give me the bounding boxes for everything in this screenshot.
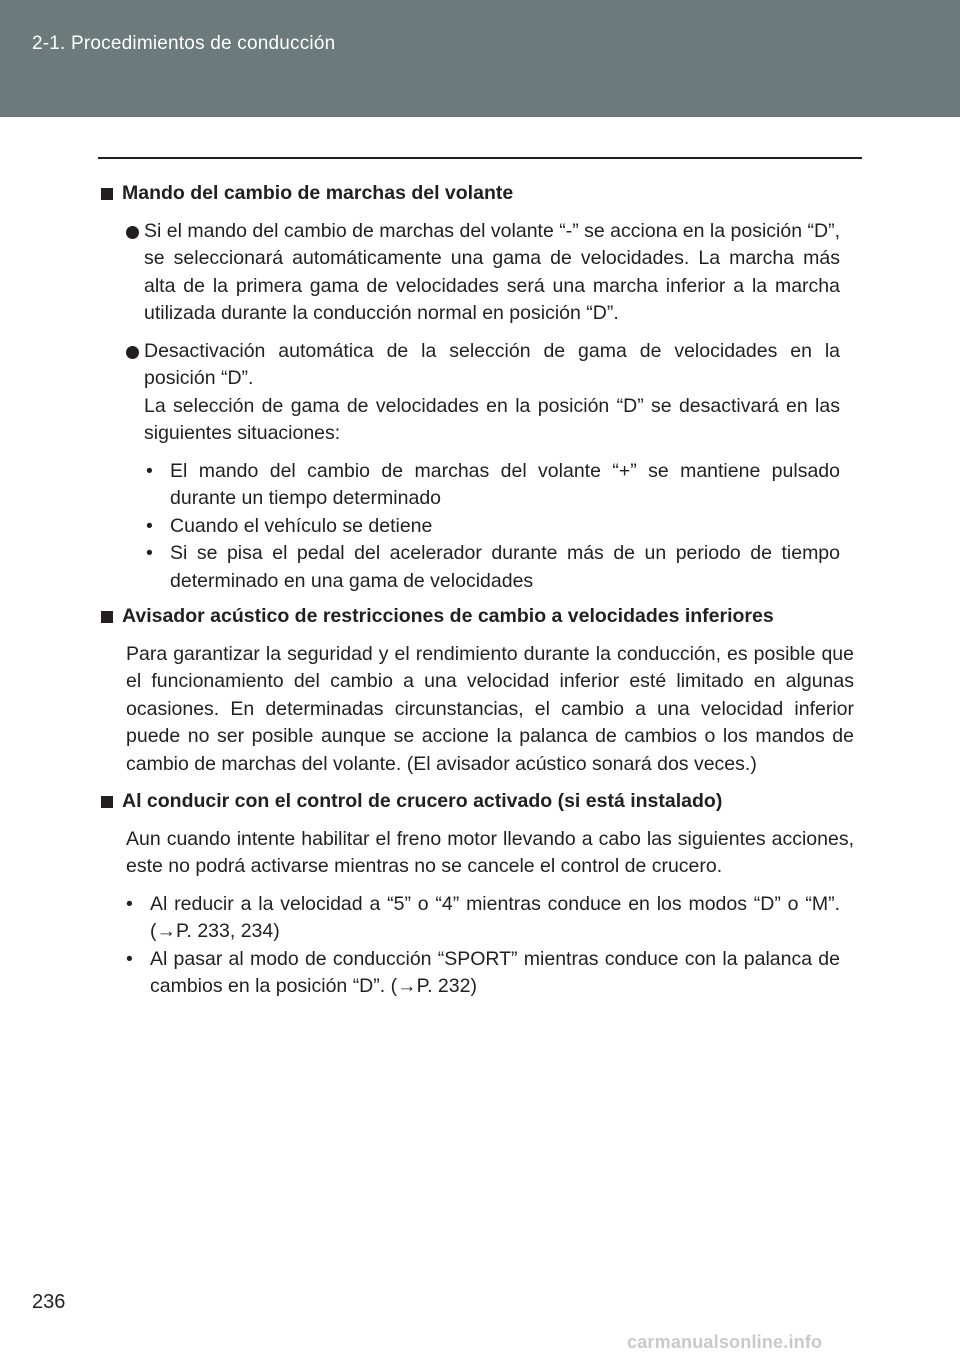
circle-bullet-icon xyxy=(126,346,139,359)
sub-list-item xyxy=(144,540,840,595)
section-paragraph xyxy=(126,641,854,779)
section-heading xyxy=(98,180,858,208)
sub-item-text: Al reducir a la velocidad a “5” o “4” mientras conduce en los modos “D” o “M”. (→P. 233, 234) xyxy=(150,892,840,942)
square-bullet-icon xyxy=(101,611,113,623)
section-heading xyxy=(98,603,858,631)
square-bullet-icon xyxy=(101,188,113,200)
sub-list xyxy=(124,891,840,1001)
sub-item-text: Al pasar al modo de conducción “SPORT” mientras conduce con la palanca de cambios en la posición “D”. (→P. 232) xyxy=(150,947,840,997)
dot-bullet-icon: • xyxy=(146,459,153,482)
section-paragraph xyxy=(126,826,854,881)
watermark: carmanualsonline.info xyxy=(627,1332,823,1352)
item-text: Si el mando del cambio de marchas del volante “-” se acciona en la posición “D”, se seleccionará automáticamente una gama de velocidades. La marcha más alta de la primera gama de velocidades será una marcha inferior a la marcha utilizada durante la conducción normal en posición “D”. xyxy=(144,219,840,324)
item-text: Desactivación automática de la selección de gama de velocidades en la posición “D”. xyxy=(144,339,840,389)
page-number: 236 xyxy=(32,1291,66,1313)
dot-bullet-icon: • xyxy=(146,542,153,564)
square-bullet-icon xyxy=(101,796,113,808)
section-heading xyxy=(98,788,858,816)
sub-item-text: Cuando el vehículo se detiene xyxy=(170,514,433,537)
sub-list-item xyxy=(144,513,840,541)
list-item xyxy=(126,338,840,448)
sub-list-item xyxy=(124,891,840,946)
paragraph-text: Para garantizar la seguridad y el rendimiento durante la conducción, es posible que el funcionamiento del cambio a una velocidad inferior esté limitado en algunas ocasiones. En determinadas circunstancias, el cambio a una velocidad inferior puede no ser posible aunque se accione la palanca de cambios o los mandos de cambio de marchas del volante. (El avisador acústico sonará dos veces.) xyxy=(126,642,854,775)
sub-list-item xyxy=(124,946,840,1001)
circle-bullet-icon xyxy=(126,226,139,239)
dot-bullet-icon: • xyxy=(126,947,133,970)
sub-list-item xyxy=(144,458,840,513)
heading-text: Mando del cambio de marchas del volante xyxy=(122,182,514,204)
item-text: La selección de gama de velocidades en la posición “D” se desactivará en las siguientes situaciones: xyxy=(144,394,840,444)
page-header xyxy=(0,0,960,117)
section-title: 2-1. Procedimientos de conducción xyxy=(32,33,336,54)
list-item xyxy=(126,218,840,328)
heading-text: Avisador acústico de restricciones de cambio a velocidades inferiores xyxy=(122,605,774,627)
paragraph-text: Aun cuando intente habilitar el freno motor llevando a cabo las siguientes acciones, este no podrá activarse mientras no se cancele el control de crucero. xyxy=(126,827,854,877)
sub-item-text: El mando del cambio de marchas del volante “+” se mantiene pulsado durante un tiempo determinado xyxy=(170,459,840,509)
heading-text: Al conducir con el control de crucero activado (si está instalado) xyxy=(122,790,723,812)
sub-item-text: Si se pisa el pedal del acelerador durante más de un periodo de tiempo determinado en una gama de velocidades xyxy=(170,542,840,592)
page-content xyxy=(98,180,858,1009)
dot-bullet-icon: • xyxy=(146,514,153,537)
dot-bullet-icon: • xyxy=(126,892,133,915)
sub-list xyxy=(144,458,840,596)
header-rule xyxy=(98,157,862,159)
